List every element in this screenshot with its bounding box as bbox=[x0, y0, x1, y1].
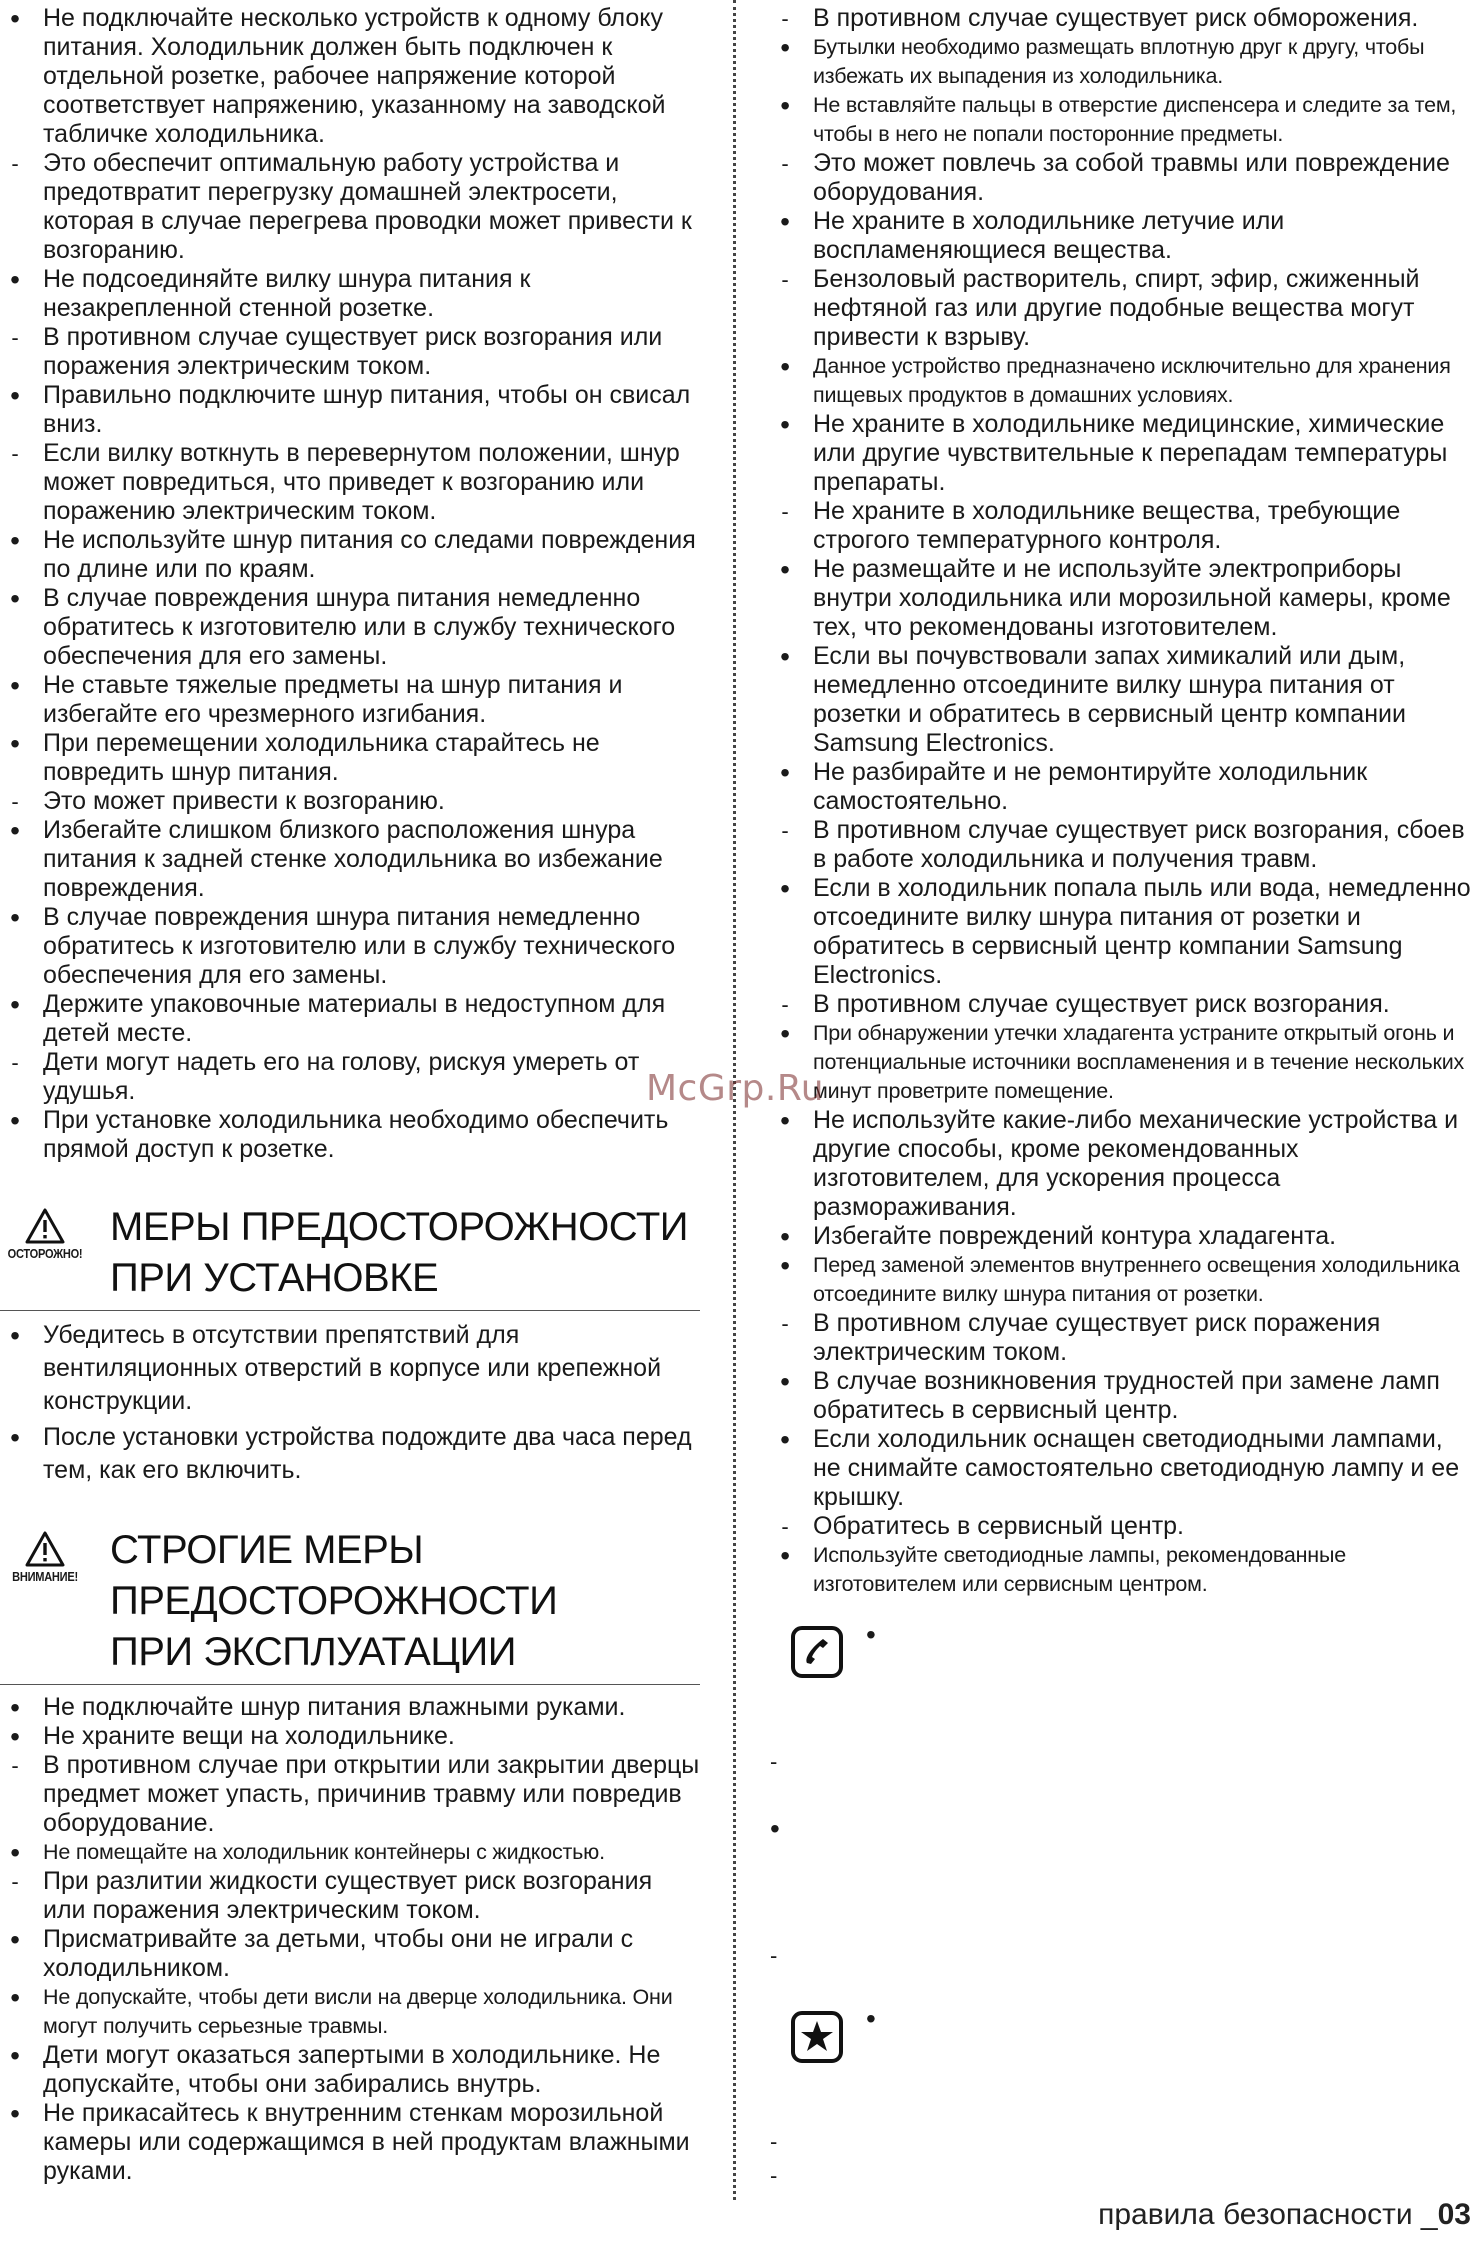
bullet-marker bbox=[0, 1838, 30, 1870]
bullet-marker bbox=[0, 1106, 30, 1137]
watermark: McGrp.Ru bbox=[646, 1068, 825, 1109]
item-text: В случае возникновения трудностей при замене ламп обратитесь в сервисный центр. bbox=[813, 1367, 1440, 1424]
note-item bbox=[770, 4, 1474, 33]
note-item bbox=[0, 439, 700, 526]
bullet-marker bbox=[0, 903, 30, 934]
item-text: Обратитесь в сервисный центр. bbox=[813, 1512, 1184, 1540]
item-text: Если вилку воткнуть в перевернутом положении, шнур может повредиться, что приведет к возгоранию или поражению электрическим током. bbox=[43, 439, 680, 525]
list-item bbox=[0, 990, 700, 1048]
item-text: В противном случае существует риск возгорания, сбоев в работе холодильника и получения травм. bbox=[813, 816, 1465, 873]
installation-precautions-list bbox=[0, 1319, 700, 1487]
caution-label: ОСТОРОЖНО! bbox=[7, 1246, 83, 1261]
empty-dash: - bbox=[770, 2129, 778, 2154]
item-text: В противном случае существует риск обморожения. bbox=[813, 4, 1419, 32]
dash-marker bbox=[0, 1867, 30, 1896]
empty-bullet: • bbox=[770, 1813, 780, 1844]
item-text: В противном случае существует риск поражения электрическим током. bbox=[813, 1309, 1381, 1366]
list-item bbox=[0, 2041, 700, 2099]
item-text: Не вставляйте пальцы в отверстие диспенсера и следите за тем, чтобы в него не попали посторонние предметы. bbox=[813, 93, 1457, 146]
item-text: Не подключайте несколько устройств к одному блоку питания. Холодильник должен быть подключен к отдельной розетке, рабочее напряжение которой соответствует напряжению, указанному на заводской табличке холодильника. bbox=[43, 4, 666, 148]
list-item bbox=[0, 729, 700, 787]
item-text: В противном случае при открытии или закрытии дверцы предмет может упасть, причинив травму или повредив оборудование. bbox=[43, 1751, 700, 1837]
item-text: Данное устройство предназначено исключительно для хранения пищевых продуктов в домашних условиях. bbox=[813, 354, 1451, 407]
bullet-marker bbox=[770, 642, 800, 673]
list-item bbox=[770, 33, 1474, 91]
bullet-marker bbox=[0, 1421, 30, 1456]
note-item bbox=[770, 1512, 1474, 1541]
bullet-marker bbox=[770, 1541, 800, 1573]
item-text: При перемещении холодильника старайтесь не повредить шнур питания. bbox=[43, 729, 600, 786]
list-item bbox=[0, 1925, 700, 1983]
bullet-marker bbox=[0, 265, 30, 296]
note-item bbox=[770, 149, 1474, 207]
note-item bbox=[770, 1309, 1474, 1367]
dash-marker bbox=[770, 265, 800, 294]
empty-dash: - bbox=[770, 1749, 778, 1774]
empty-bullet: • bbox=[866, 1619, 876, 1650]
section-installation-title-line2: ПРИ УСТАНОВКЕ bbox=[110, 1256, 439, 1300]
bullet-marker bbox=[0, 4, 30, 35]
bullet-marker bbox=[770, 410, 800, 441]
left-column bbox=[0, 4, 700, 2186]
item-text: Бутылки необходимо размещать вплотную друг к другу, чтобы избежать их выпадения из холодильника. bbox=[813, 35, 1425, 88]
list-item bbox=[770, 1425, 1474, 1512]
warning-triangle-icon bbox=[25, 1531, 65, 1567]
star-icon bbox=[790, 2010, 844, 2064]
bullet-marker bbox=[0, 1693, 30, 1724]
list-item bbox=[770, 352, 1474, 410]
item-text: Не допускайте, чтобы дети висли на дверце холодильника. Они могут получить серьезные травмы. bbox=[43, 1985, 673, 2038]
dash-marker bbox=[0, 149, 30, 178]
bullet-marker bbox=[0, 671, 30, 702]
list-item bbox=[0, 584, 700, 671]
note-item bbox=[770, 816, 1474, 874]
note-item bbox=[770, 497, 1474, 555]
bullet-marker bbox=[770, 1106, 800, 1137]
list-item bbox=[0, 265, 700, 323]
item-text: Дети могут надеть его на голову, рискуя умереть от удушья. bbox=[43, 1048, 640, 1105]
item-text: В случае повреждения шнура питания немедленно обратитесь к изготовителю или в службу технического обеспечения для его замены. bbox=[43, 903, 676, 989]
warning-label: ВНИМАНИЕ! bbox=[12, 1569, 78, 1584]
right-column bbox=[770, 4, 1474, 2188]
list-item bbox=[0, 1319, 700, 1418]
bullet-marker bbox=[770, 207, 800, 238]
bullet-marker bbox=[770, 1019, 800, 1051]
item-text: Если холодильник оснащен светодиодными лампами, не снимайте самостоятельно светодиодную лампу и ее крышку. bbox=[813, 1425, 1460, 1511]
dash-marker bbox=[0, 1751, 30, 1780]
item-text: Не помещайте на холодильник контейнеры с жидкостью. bbox=[43, 1840, 605, 1864]
section-operation-title-line3: ПРИ ЭКСПЛУАТАЦИИ bbox=[110, 1630, 516, 1674]
note-item bbox=[0, 149, 700, 265]
item-text: Правильно подключите шнур питания, чтобы он свисал вниз. bbox=[43, 381, 691, 438]
list-item bbox=[0, 1693, 700, 1722]
dash-marker bbox=[770, 497, 800, 526]
section-operation-heading bbox=[0, 1525, 700, 1685]
bullet-marker bbox=[0, 729, 30, 760]
note-item bbox=[0, 787, 700, 816]
list-item bbox=[0, 1722, 700, 1751]
item-text: Это обеспечит оптимальную работу устройства и предотвратит перегрузку домашней электросети, которая в случае перегрева проводки может привести к возгоранию. bbox=[43, 149, 692, 264]
list-item bbox=[0, 903, 700, 990]
item-text: Держите упаковочные материалы в недоступном для детей месте. bbox=[43, 990, 666, 1047]
item-text: Дети могут оказаться запертыми в холодильнике. Не допускайте, чтобы они забирались внутрь. bbox=[43, 2041, 661, 2098]
note-item bbox=[0, 1048, 700, 1106]
bullet-marker bbox=[0, 990, 30, 1021]
installation-list bbox=[0, 4, 700, 1164]
list-item bbox=[0, 381, 700, 439]
caution-badge bbox=[0, 1208, 90, 1261]
bullet-marker bbox=[770, 1251, 800, 1283]
page-footer bbox=[1098, 2198, 1471, 2232]
bullet-marker bbox=[0, 2041, 30, 2072]
bullet-marker bbox=[770, 758, 800, 789]
item-text: В противном случае существует риск возгорания или поражения электрическим током. bbox=[43, 323, 663, 380]
section-operation-title-line2: ПРЕДОСТОРОЖНОСТИ bbox=[110, 1579, 558, 1623]
item-text: Избегайте повреждений контура хладагента. bbox=[813, 1222, 1337, 1250]
operation-precautions-continued-list bbox=[770, 4, 1474, 1599]
page-number: 03 bbox=[1437, 2198, 1471, 2231]
list-item bbox=[770, 1541, 1474, 1599]
item-text: При разлитии жидкости существует риск возгорания или поражения электрическим током. bbox=[43, 1867, 653, 1924]
dash-marker bbox=[770, 1309, 800, 1338]
bullet-marker bbox=[770, 352, 800, 384]
item-text: Убедитесь в отсутствии препятствий для вентиляционных отверстий в корпусе или крепежной конструкции. bbox=[43, 1321, 662, 1415]
list-item bbox=[0, 671, 700, 729]
list-item bbox=[0, 1421, 700, 1487]
bullet-marker bbox=[770, 1367, 800, 1398]
bullet-marker bbox=[770, 91, 800, 123]
item-text: Не храните вещи на холодильнике. bbox=[43, 1722, 455, 1750]
bullet-marker bbox=[0, 816, 30, 847]
bullet-marker bbox=[770, 555, 800, 586]
item-text: Не используйте какие-либо механические устройства и другие способы, кроме рекомендованных изготовителем, для ускорения процесса размораживания. bbox=[813, 1106, 1459, 1221]
item-text: Не разбирайте и не ремонтируйте холодильник самостоятельно. bbox=[813, 758, 1368, 815]
note-item bbox=[0, 1751, 700, 1838]
item-text: Не прикасайтесь к внутренним стенкам морозильной камеры или содержащимся в ней продуктам влажными руками. bbox=[43, 2099, 690, 2185]
item-text: При обнаружении утечки хладагента устраните открытый огонь и потенциальные источники воспламенения и в течение нескольких минут проветрите помещение. bbox=[813, 1021, 1465, 1103]
item-text: В случае повреждения шнура питания немедленно обратитесь к изготовителю или в службу технического обеспечения для его замены. bbox=[43, 584, 676, 670]
list-item bbox=[770, 410, 1474, 497]
list-item bbox=[770, 874, 1474, 990]
list-item bbox=[0, 2099, 700, 2186]
section-operation-title-line1: СТРОГИЕ МЕРЫ bbox=[110, 1528, 424, 1572]
item-text: Бензоловый растворитель, спирт, эфир, сжиженный нефтяной газ или другие подобные вещества могут привести к взрыву. bbox=[813, 265, 1420, 351]
empty-note-area bbox=[770, 1619, 1474, 2188]
item-text: После установки устройства подождите два часа перед тем, как его включить. bbox=[43, 1423, 692, 1484]
bullet-marker bbox=[0, 381, 30, 412]
item-text: Не ставьте тяжелые предметы на шнур питания и избегайте его чрезмерного изгибания. bbox=[43, 671, 623, 728]
list-item bbox=[0, 816, 700, 903]
dash-marker bbox=[770, 816, 800, 845]
dash-marker bbox=[0, 1048, 30, 1077]
bullet-marker bbox=[770, 33, 800, 65]
list-item bbox=[0, 1983, 700, 2041]
bullet-marker bbox=[770, 874, 800, 905]
list-item bbox=[770, 1019, 1474, 1106]
phone-icon bbox=[790, 1625, 844, 1679]
list-item bbox=[770, 642, 1474, 758]
list-item bbox=[770, 91, 1474, 149]
footer-section-name: правила безопасности _ bbox=[1098, 2198, 1438, 2231]
dash-marker bbox=[0, 787, 30, 816]
list-item bbox=[0, 526, 700, 584]
item-text: Избегайте слишком близкого расположения шнура питания к задней стенке холодильника во избежание повреждения. bbox=[43, 816, 663, 902]
warning-badge bbox=[0, 1531, 90, 1584]
list-item bbox=[770, 1106, 1474, 1222]
section-installation-heading bbox=[0, 1202, 700, 1311]
bullet-marker bbox=[0, 1983, 30, 2015]
item-text: Не храните в холодильнике медицинские, химические или другие чувствительные к перепадам температуры препараты. bbox=[813, 410, 1448, 496]
dash-marker bbox=[0, 323, 30, 352]
bullet-marker bbox=[770, 1425, 800, 1456]
item-text: В противном случае существует риск возгорания. bbox=[813, 990, 1390, 1018]
item-text: При установке холодильника необходимо обеспечить прямой доступ к розетке. bbox=[43, 1106, 669, 1163]
list-item bbox=[0, 1838, 700, 1867]
section-installation-title bbox=[110, 1202, 700, 1304]
bullet-marker bbox=[0, 2099, 30, 2130]
item-text: Если вы почувствовали запах химикалий или дым, немедленно отсоедините вилку шнура питания от розетки и обратитесь в сервисный центр компании Samsung Electronics. bbox=[813, 642, 1406, 757]
bullet-marker bbox=[0, 1925, 30, 1956]
dash-marker bbox=[770, 4, 800, 33]
dash-marker bbox=[0, 439, 30, 468]
item-text: Не подсоединяйте вилку шнура питания к незакрепленной стенной розетке. bbox=[43, 265, 531, 322]
item-text: Это может повлечь за собой травмы или повреждение оборудования. bbox=[813, 149, 1450, 206]
item-text: Не используйте шнур питания со следами повреждения по длине или по краям. bbox=[43, 526, 696, 583]
list-item bbox=[770, 555, 1474, 642]
warning-triangle-icon bbox=[25, 1208, 65, 1244]
item-text: Перед заменой элементов внутреннего освещения холодильника отсоедините вилку шнура питания от розетки. bbox=[813, 1253, 1460, 1306]
dash-marker bbox=[770, 1512, 800, 1541]
item-text: Не подключайте шнур питания влажными руками. bbox=[43, 1693, 626, 1721]
section-operation-title bbox=[110, 1525, 700, 1678]
item-text: Если в холодильник попала пыль или вода, немедленно отсоедините вилку шнура питания от розетки и обратитесь в сервисный центр компании Samsung Electronics. bbox=[813, 874, 1471, 989]
dash-marker bbox=[770, 149, 800, 178]
bullet-marker bbox=[770, 1222, 800, 1253]
note-item bbox=[0, 1867, 700, 1925]
item-text: Это может привести к возгоранию. bbox=[43, 787, 445, 815]
bullet-marker bbox=[0, 584, 30, 615]
list-item bbox=[770, 207, 1474, 265]
empty-bullet: • bbox=[866, 2003, 876, 2034]
list-item bbox=[0, 1106, 700, 1164]
item-text: Не храните в холодильнике летучие или воспламеняющиеся вещества. bbox=[813, 207, 1285, 264]
bullet-marker bbox=[0, 1722, 30, 1753]
list-item bbox=[770, 1222, 1474, 1251]
list-item bbox=[770, 1367, 1474, 1425]
empty-dash: - bbox=[770, 2163, 778, 2188]
bullet-marker bbox=[0, 526, 30, 557]
bullet-marker bbox=[0, 1319, 30, 1354]
note-item bbox=[0, 323, 700, 381]
item-text: Не храните в холодильнике вещества, требующие строгого температурного контроля. bbox=[813, 497, 1401, 554]
section-installation-title-line1: МЕРЫ ПРЕДОСТОРОЖНОСТИ bbox=[110, 1205, 689, 1249]
item-text: Присматривайте за детьми, чтобы они не играли с холодильником. bbox=[43, 1925, 634, 1982]
dash-marker bbox=[770, 990, 800, 1019]
list-item bbox=[0, 4, 700, 149]
item-text: Используйте светодиодные лампы, рекомендованные изготовителем или сервисным центром. bbox=[813, 1543, 1346, 1596]
operation-precautions-list bbox=[0, 1693, 700, 2186]
list-item bbox=[770, 1251, 1474, 1309]
item-text: Не размещайте и не используйте электроприборы внутри холодильника или морозильной камеры, кроме тех, что рекомендованы изготовителем. bbox=[813, 555, 1451, 641]
empty-dash: - bbox=[770, 1943, 778, 1968]
note-item bbox=[770, 265, 1474, 352]
list-item bbox=[770, 758, 1474, 816]
note-item bbox=[770, 990, 1474, 1019]
